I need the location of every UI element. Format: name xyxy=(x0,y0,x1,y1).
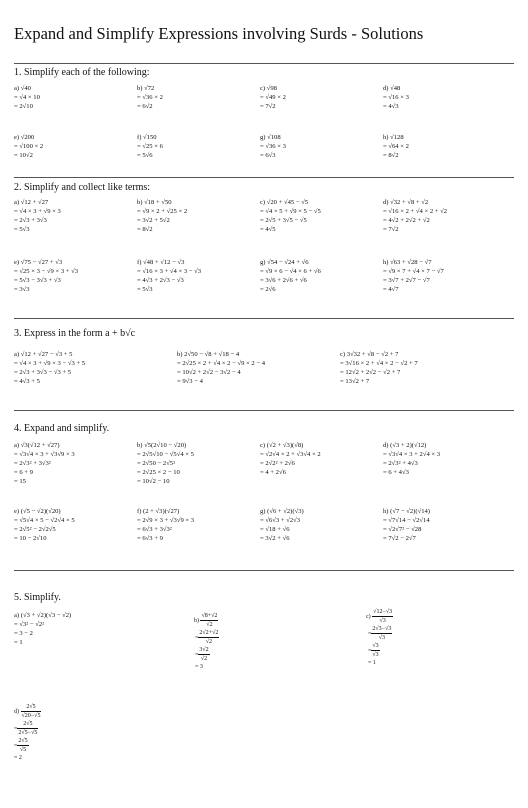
step: g) √54 − √24 + √6 xyxy=(260,259,309,266)
numerator: √3 xyxy=(372,643,379,649)
step: h) √128 xyxy=(383,134,404,141)
numerator: √8+√2 xyxy=(201,613,218,619)
label: d) xyxy=(14,708,19,715)
q5b: b) $\frac{√8+√2}{√2}$ = $\frac{2√2+√2}{√2}$ = $\frac{3√2}{√2}$ = 3 xyxy=(193,613,219,670)
step: b) √5(2√10 − √20) xyxy=(137,442,187,449)
denominator: √2 xyxy=(205,639,213,645)
step: = 2√3 + 3√3 − √3 + 5 xyxy=(14,369,72,376)
q2e xyxy=(14,258,78,294)
fraction xyxy=(372,608,393,625)
q2d xyxy=(383,198,447,234)
step: = 2√25 × 2 + √4 × 2 − √9 × 2 − 4 xyxy=(177,360,265,367)
step: = 6 + 9 xyxy=(14,469,33,476)
step: = √16 × 3 xyxy=(383,94,409,101)
step: = 3√16 × 2 + √4 × 2 − √2 + 7 xyxy=(340,360,418,367)
step: c) √20 + √45 − √5 xyxy=(260,199,309,206)
step: = 3√7 + 2√7 − √7 xyxy=(383,277,430,284)
step: = 4√7 xyxy=(383,286,399,293)
section-4-heading: 4. Expand and simplify. xyxy=(14,423,110,434)
q2f xyxy=(137,258,201,294)
step: = 2√3² + 4√3 xyxy=(383,460,418,467)
section-3-heading: 3. Express in the form a + b√c xyxy=(14,328,136,339)
step: b) √72 xyxy=(137,85,155,92)
label: c) xyxy=(366,613,371,620)
step: c) (√2 + √3)(√8) xyxy=(260,442,304,449)
numerator: 2√5 xyxy=(17,720,38,729)
q2h xyxy=(383,258,444,294)
denominator: √3 xyxy=(378,635,386,641)
step: b) √18 + √50 xyxy=(137,199,172,206)
step: = 7√2 xyxy=(260,103,276,110)
step: = 6√3 xyxy=(260,152,276,159)
q5c: c) $\frac{√12-√3}{√3}$ = $\frac{2√3-√3}{√3}$ = $\frac{√3}{√3}$ = 1 xyxy=(366,609,393,666)
q4c xyxy=(260,441,321,477)
q3b xyxy=(177,350,265,386)
q4e xyxy=(14,507,75,543)
step: = √9 × 7 + √4 × 7 − √7 xyxy=(383,268,444,275)
step: = 4√2 + 2√2 + √2 xyxy=(383,217,430,224)
step: = 5√3 xyxy=(14,226,30,233)
step: = √36 × 2 xyxy=(137,94,163,101)
step: = 2√5√10 − √5√4 × 5 xyxy=(137,451,194,458)
step: = 6√3 + 3√3² xyxy=(137,526,172,533)
step: = 3√2 + √6 xyxy=(260,535,290,542)
numerator: √12−√3 xyxy=(373,609,393,615)
step: = √4 × 3 + √9 × 3 − √3 + 5 xyxy=(14,360,86,367)
step: = √3² − √2² xyxy=(14,621,45,628)
step: = 4√5 xyxy=(260,226,276,233)
step: = √9 × 6 − √4 × 6 + √6 xyxy=(260,268,321,275)
section-1-heading: 1. Simplify each of the following: xyxy=(14,67,150,78)
step: d) (√3 + 2)(√12) xyxy=(383,442,427,449)
section-divider xyxy=(14,177,514,178)
step: = √49 × 2 xyxy=(260,94,286,101)
step: = √6√3 + √2√3 xyxy=(260,517,301,524)
step: = 8√2 xyxy=(383,152,399,159)
step: = 6√3 + 9 xyxy=(137,535,163,542)
step: = 2√9 × 3 + √3√9 × 3 xyxy=(137,517,195,524)
step: c) √98 xyxy=(260,85,277,92)
step: = 13√2 + 7 xyxy=(340,378,370,385)
step: = √3√4 × 3 + √3√9 × 3 xyxy=(14,451,75,458)
fraction xyxy=(371,642,379,659)
section-divider xyxy=(14,410,514,411)
step: = √9 × 2 + √25 × 2 xyxy=(137,208,188,215)
fraction xyxy=(198,629,219,646)
section-divider xyxy=(14,318,514,319)
step: = 2√5 + 3√5 − √5 xyxy=(260,217,307,224)
step: a) √12 + √27 xyxy=(14,199,49,206)
q3a xyxy=(14,350,85,386)
step: f) √48 + √12 − √3 xyxy=(137,259,185,266)
step: e) √75 − √27 + √3 xyxy=(14,259,63,266)
step: = 9√3 − 4 xyxy=(177,378,203,385)
step: g) √108 xyxy=(260,134,281,141)
step: = √16 × 3 + √4 × 3 − √3 xyxy=(137,268,202,275)
step: = 10√2 − 10 xyxy=(137,478,170,485)
denominator: √5 xyxy=(19,747,27,753)
step: = √2√7² − √28 xyxy=(383,526,422,533)
denominator: √20−√5 xyxy=(21,713,41,719)
step: c) 3√32 + √8 − √2 + 7 xyxy=(340,351,399,358)
q4b xyxy=(137,441,194,486)
step: = 2√3² + 3√3² xyxy=(14,460,51,467)
step: = 4√3 + 2√3 − √3 xyxy=(137,277,184,284)
step: f) (2 + √3)(√27) xyxy=(137,508,180,515)
step: = √7√14 − √2√14 xyxy=(383,517,430,524)
step: = 3 − 2 xyxy=(14,630,33,637)
q3c xyxy=(340,350,418,386)
q4f xyxy=(137,507,194,543)
q1d xyxy=(383,84,409,111)
step: = √18 + √6 xyxy=(260,526,290,533)
step: = 5√3 xyxy=(137,286,153,293)
step: = √100 × 2 xyxy=(14,143,44,150)
step: h) (√7 − √2)(√14) xyxy=(383,508,430,515)
fraction xyxy=(200,612,218,629)
fraction xyxy=(17,737,28,754)
q4h xyxy=(383,507,430,543)
step: = 5√6 xyxy=(137,152,153,159)
step: = 3√3 xyxy=(14,286,30,293)
step: = √4 × 10 xyxy=(14,94,40,101)
step: g) (√6 + √2)(√3) xyxy=(260,508,304,515)
step: = √2√4 × 2 + √3√4 × 2 xyxy=(260,451,321,458)
step: = 10√2 + 2√2 − 3√2 − 4 xyxy=(177,369,241,376)
fraction xyxy=(198,646,209,663)
step: = 2√3 + 3√3 xyxy=(14,217,47,224)
result: = 3 xyxy=(195,664,203,670)
step: = 12√2 + 2√2 − √2 + 7 xyxy=(340,369,401,376)
numerator: 2√2+√2 xyxy=(199,630,219,636)
step: = √25 × 6 xyxy=(137,143,163,150)
step: = 15 xyxy=(14,478,26,485)
q4a xyxy=(14,441,75,486)
fraction xyxy=(371,625,392,642)
q2g xyxy=(260,258,321,294)
step: e) (√5 − √2)(√20) xyxy=(14,508,61,515)
step: = 1 xyxy=(14,639,23,646)
q2c xyxy=(260,198,321,234)
result: = 1 xyxy=(368,660,376,666)
q1b xyxy=(137,84,163,111)
q5a xyxy=(14,611,71,647)
q1a xyxy=(14,84,40,111)
denominator: 2√5−√5 xyxy=(18,730,38,736)
step: = 2√2² + 2√6 xyxy=(260,460,295,467)
step: = √4 × 3 + √9 × 3 xyxy=(14,208,61,215)
step: = 2√6 xyxy=(260,286,276,293)
step: = 7√2 − 2√7 xyxy=(383,535,416,542)
step: = 2√5² − 2√2√5 xyxy=(14,526,56,533)
step: = √16 × 2 + √4 × 2 + √2 xyxy=(383,208,448,215)
q1g xyxy=(260,133,286,160)
numerator: 2√5 xyxy=(18,738,28,744)
step: = √3√4 × 3 + 2√4 × 3 xyxy=(383,451,441,458)
numerator: 2√3−√3 xyxy=(372,626,392,632)
step: a) √12 + √27 − √3 + 5 xyxy=(14,351,73,358)
step: = √25 × 3 − √9 × 3 + √3 xyxy=(14,268,79,275)
step: = 4√3 + 5 xyxy=(14,378,40,385)
step: a) √3(√12 + √27) xyxy=(14,442,60,449)
step: = 10√2 xyxy=(14,152,33,159)
step: = 3√2 + 5√2 xyxy=(137,217,170,224)
q4g xyxy=(260,507,304,543)
step: = 4 + 2√6 xyxy=(260,469,286,476)
step: = √4 × 5 + √9 × 5 − √5 xyxy=(260,208,321,215)
step: = 6√2 xyxy=(137,103,153,110)
q5d: d) $\frac{2√5}{√20-√5}$ = $\frac{2√5}{2√5-√5}$ = $\frac{2√5}{√5}$ = 2 xyxy=(14,704,41,761)
step: a) √40 xyxy=(14,85,31,92)
step: = 2√10 xyxy=(14,103,33,110)
step: a) (√3 + √2)(√3 − √2) xyxy=(14,612,72,619)
step: d) √48 xyxy=(383,85,401,92)
step: f) √150 xyxy=(137,134,157,141)
denominator: √2 xyxy=(206,622,213,628)
step: = √5√4 × 5 − √2√4 × 5 xyxy=(14,517,75,524)
page-title: Expand and Simplify Expressions involving Surds - Solutions xyxy=(14,24,424,43)
step: = 5√3 − 3√3 + √3 xyxy=(14,277,61,284)
section-divider xyxy=(14,570,514,571)
step: = 3√6 + 2√6 + √6 xyxy=(260,277,307,284)
step: d) √32 + √8 + √2 xyxy=(383,199,429,206)
q2b xyxy=(137,198,187,234)
section-5-heading: 5. Simplify. xyxy=(14,592,61,603)
step: = 8√2 xyxy=(137,226,153,233)
label: b) xyxy=(193,617,199,624)
step: = 7√2 xyxy=(383,226,399,233)
step: = 6 + 4√3 xyxy=(383,469,409,476)
step: h) √63 + √28 − √7 xyxy=(383,259,432,266)
section-2-heading: 2. Simplify and collect like terms: xyxy=(14,182,151,193)
q4d xyxy=(383,441,440,477)
q1h xyxy=(383,133,409,160)
fraction xyxy=(17,720,38,737)
denominator: √2 xyxy=(200,656,208,662)
step: = 10 − 2√10 xyxy=(14,535,47,542)
step: = √36 × 3 xyxy=(260,143,286,150)
q1c xyxy=(260,84,286,111)
step: = 2√25 × 2 − 10 xyxy=(137,469,180,476)
q1f xyxy=(137,133,163,160)
numerator: 2√5 xyxy=(21,703,42,712)
q1e xyxy=(14,133,43,160)
step: e) √200 xyxy=(14,134,35,141)
fraction xyxy=(21,703,42,720)
step: = √64 × 2 xyxy=(383,143,409,150)
denominator: √3 xyxy=(372,652,379,658)
section-divider xyxy=(14,63,514,64)
step: b) 2√50 − √8 + √18 − 4 xyxy=(177,351,240,358)
denominator: √3 xyxy=(379,618,386,624)
result: = 2 xyxy=(14,755,22,761)
step: = 2√50 − 2√5² xyxy=(137,460,176,467)
q2a xyxy=(14,198,61,234)
step: = 4√3 xyxy=(383,103,399,110)
numerator: 3√2 xyxy=(199,647,209,653)
